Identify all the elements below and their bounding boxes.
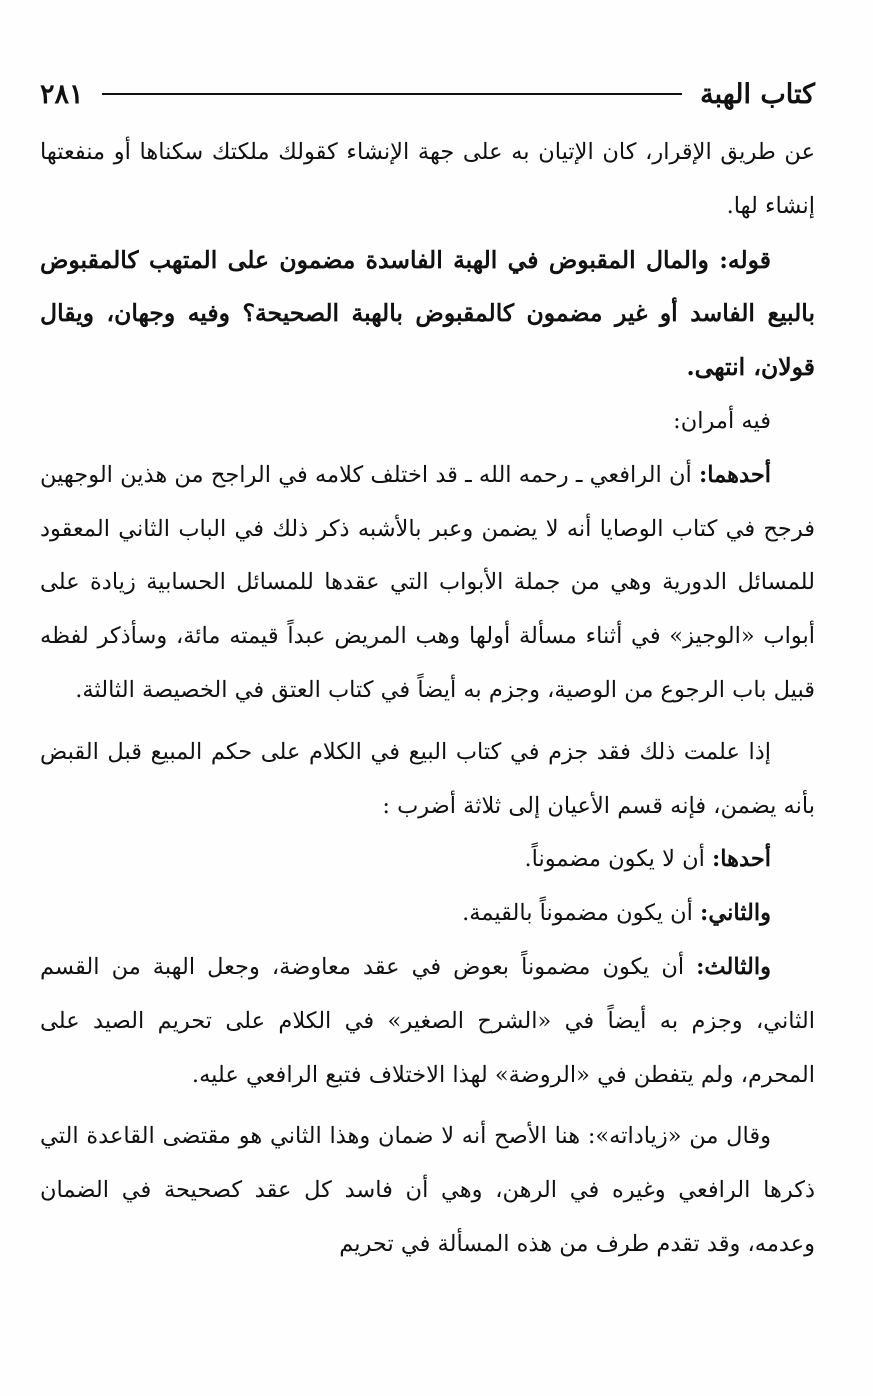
paragraph-lead: أحدها:	[712, 846, 771, 873]
paragraph-second-category: والثاني: أن يكون مضموناً بالقيمة.	[462, 900, 771, 927]
paragraph-quoted-statement: قوله: والمال المقبوض في الهبة الفاسدة مضمون على المتهب كالمقبوض بالبيع الفاسد أو غير مضمون كالمقبوض بالهبة الصحيحة؟ وفيه وجهان، ويقال قولان، انتهى.	[40, 245, 815, 382]
paragraph-third-category: والثالث: أن يكون مضموناً بعوض في عقد معاوضة، وجعل الهبة من القسم الثاني، وجزم به أيضاً في «الشرح الصغير» في الكلام على تحريم الصيد على المحرم، ولم يتفطن في «الروضة» لهذا الاختلاف فتبع الرافعي عليه.	[40, 953, 815, 1088]
book-title: كتاب الهبة	[700, 78, 815, 110]
paragraph-continuation: عن طريق الإقرار، كان الإتيان به على جهة الإنشاء كقولك ملكتك سكناها أو منفعتها إنشاء لها.	[40, 139, 815, 219]
paragraph-lead: والثاني:	[700, 900, 771, 927]
paragraph-lead: والثالث:	[696, 953, 771, 980]
paragraph-first-matter: أحدهما: أن الرافعي ـ رحمه الله ـ قد اختلف كلامه في الراجح من هذين الوجهين فرجح في كتاب الوصايا أنه لا يضمن وعبر بالأشبه ذكر ذلك في الباب الثاني المعقود للمسائل الدورية وهي من جملة الأبواب التي عقدها للمسائل الحسابية زيادة على أبواب «الوجيز» في أثناء مسألة أولها وهب المريض عبداً قيمته مائة، وسأذكر لفظه قبيل باب الرجوع من الوصية، وجزم به أيضاً في كتاب العتق في الخصيصة الثالثة.	[40, 461, 815, 703]
running-header	[40, 74, 815, 114]
paragraph-lead: أحدهما:	[698, 461, 771, 488]
paragraph-additions: وقال من «زياداته»: هنا الأصح أنه لا ضمان وهذا الثاني هو مقتضى القاعدة التي ذكرها الرافعي وغيره في الرهن، وهي أن فاسد كل عقد كصحيحة في الضمان وعدمه، وقد تقدم طرف من هذه المسألة في تحريم	[40, 1123, 815, 1257]
paragraph-first-category: أحدها: أن لا يكون مضموناً.	[524, 846, 771, 873]
page-number: ٢٨١	[40, 78, 84, 110]
document-page	[40, 74, 815, 1272]
header-rule	[102, 93, 683, 95]
paragraph-sale-chapter: إذا علمت ذلك فقد جزم في كتاب البيع في الكلام على حكم المبيع قبل القبض بأنه يضمن، فإنه قسم الأعيان إلى ثلاثة أضرب :	[40, 738, 815, 819]
paragraph-two-matters: فيه أمران:	[673, 407, 771, 434]
body-text	[40, 126, 815, 1272]
